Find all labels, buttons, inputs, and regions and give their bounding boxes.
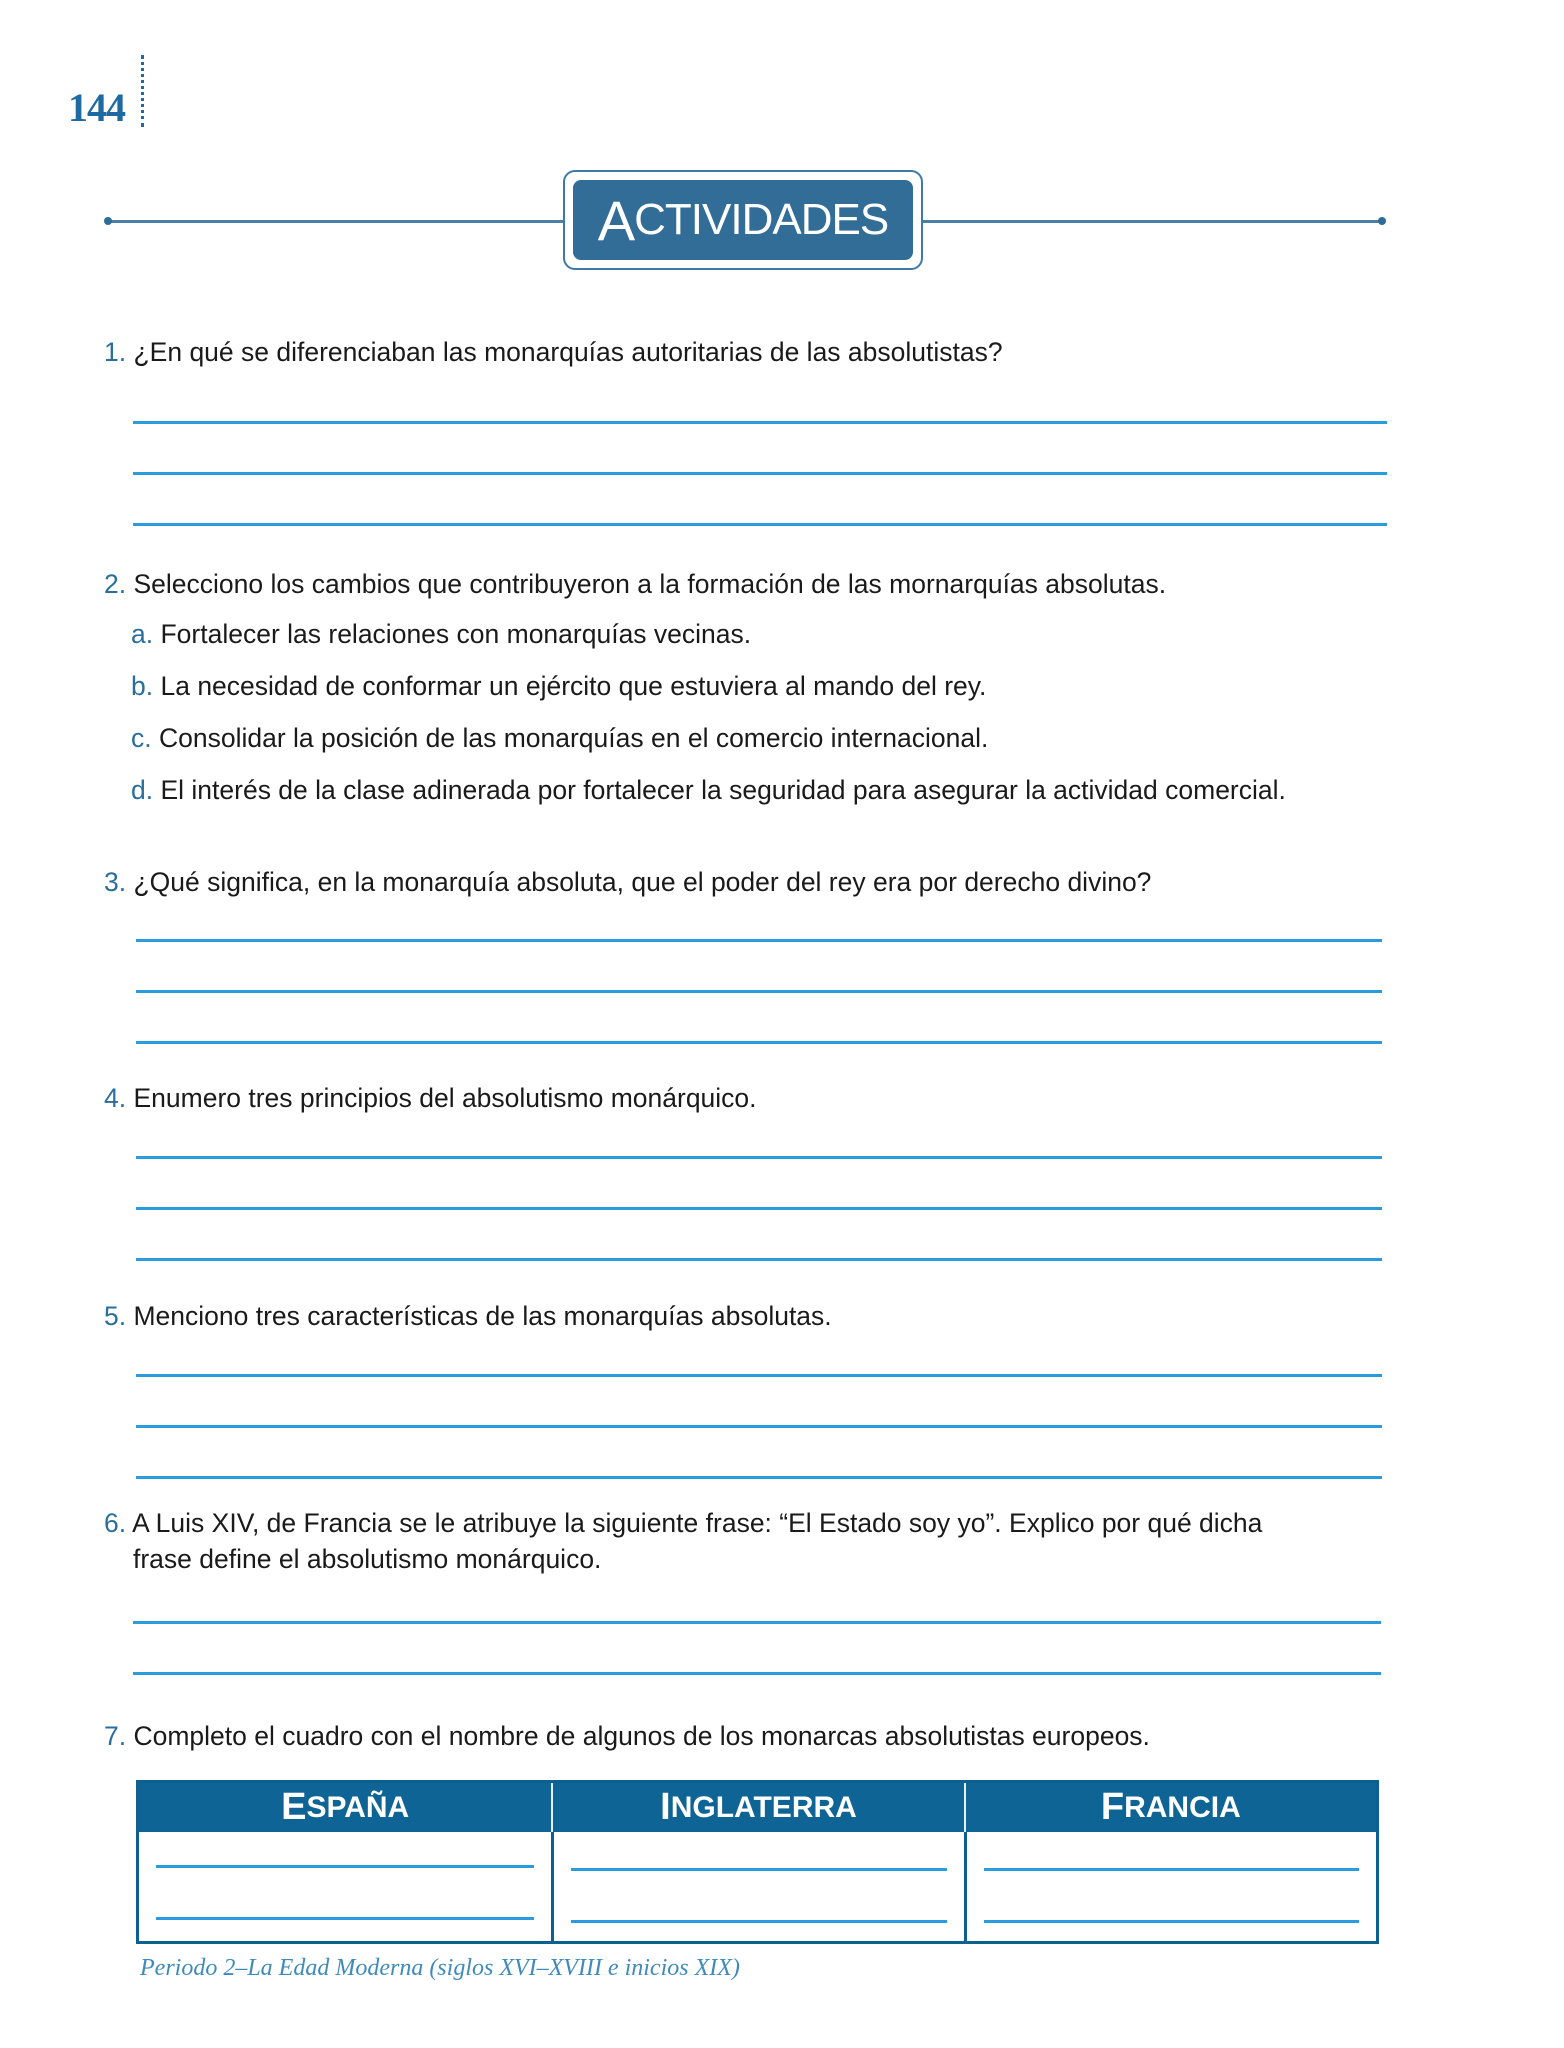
answer-line-q3-2[interactable] (136, 990, 1382, 993)
table-header-espana (139, 1783, 551, 1832)
header-rule-left-dot (104, 217, 112, 225)
answer-line-q5-1[interactable] (136, 1374, 1382, 1377)
page-number: 144 (68, 85, 125, 130)
section-title-initial: A (597, 188, 635, 252)
section-title-rest: CTIVIDADES (634, 195, 889, 244)
answer-line-q3-1[interactable] (136, 939, 1382, 942)
question-text: ¿Qué significa, en la monarquía absoluta, que el poder del rey era por derecho divino? (133, 867, 1152, 897)
question-number: 2. (104, 569, 127, 599)
answer-line-q5-3[interactable] (136, 1476, 1382, 1479)
answer-line-espana-2[interactable] (156, 1917, 534, 1920)
answer-line-q4-1[interactable] (136, 1156, 1382, 1159)
question-4 (104, 1080, 757, 1116)
table-cell-francia (964, 1832, 1376, 1941)
question-text: Completo el cuadro con el nombre de algunos de los monarcas absolutistas europeos. (133, 1721, 1150, 1751)
option-text: La necesidad de conformar un ejército que estuviera al mando del rey. (160, 671, 987, 701)
question-number: 6. (104, 1508, 127, 1538)
answer-line-inglaterra-1[interactable] (571, 1868, 946, 1871)
answer-line-francia-1[interactable] (984, 1868, 1359, 1871)
question-number: 4. (104, 1083, 127, 1113)
question-number: 7. (104, 1721, 127, 1751)
question-text: Selecciono los cambios que contribuyeron a la formación de las mornarquías absolutas. (133, 569, 1167, 599)
answer-line-q4-2[interactable] (136, 1207, 1382, 1210)
question-text: Menciono tres características de las monarquías absolutas. (133, 1301, 832, 1331)
question-text-line-2: frase define el absolutismo monárquico. (133, 1544, 602, 1574)
option-text: Fortalecer las relaciones con monarquías vecinas. (160, 619, 752, 649)
table-header-inglaterra (551, 1783, 963, 1832)
page-footer: Periodo 2–La Edad Moderna (siglos XVI–XVIII e inicios XIX) (140, 1955, 740, 1981)
answer-line-inglaterra-2[interactable] (571, 1920, 946, 1923)
answer-line-espana-1[interactable] (156, 1865, 534, 1868)
header-initial: F (1100, 1786, 1125, 1828)
page-number-dotted-divider (141, 55, 144, 127)
answer-line-q4-3[interactable] (136, 1258, 1382, 1261)
header-rest: SPAÑA (306, 1790, 410, 1824)
header-rule-right-dot (1378, 217, 1386, 225)
option-text: El interés de la clase adinerada por fortalecer la seguridad para asegurar la actividad comercial. (160, 775, 1286, 805)
option-b[interactable] (131, 668, 986, 704)
question-5 (104, 1298, 832, 1334)
answer-line-q1-2[interactable] (133, 472, 1387, 475)
option-letter: c. (131, 723, 152, 753)
header-initial: I (660, 1786, 671, 1828)
question-number: 3. (104, 867, 127, 897)
monarchs-table (136, 1780, 1379, 1944)
answer-line-q6-2[interactable] (133, 1672, 1381, 1675)
header-rest: NGLATERRA (670, 1790, 857, 1824)
question-text: Enumero tres principios del absolutismo monárquico. (133, 1083, 757, 1113)
answer-line-q1-1[interactable] (133, 421, 1387, 424)
question-7 (104, 1718, 1150, 1754)
question-number: 1. (104, 337, 127, 367)
option-letter: b. (131, 671, 154, 701)
question-text-line-1: A Luis XIV, de Francia se le atribuye la siguiente frase: “El Estado soy yo”. Explico por qué dicha (132, 1508, 1263, 1538)
answer-line-q5-2[interactable] (136, 1425, 1382, 1428)
question-6 (104, 1505, 1384, 1541)
section-title (573, 180, 913, 260)
header-rest: RANCIA (1124, 1790, 1241, 1824)
option-c[interactable] (131, 720, 988, 756)
answer-line-francia-2[interactable] (984, 1920, 1359, 1923)
option-letter: a. (131, 619, 154, 649)
answer-line-q6-1[interactable] (133, 1621, 1381, 1624)
question-number: 5. (104, 1301, 127, 1331)
question-3 (104, 864, 1151, 900)
option-letter: d. (131, 775, 154, 805)
header-initial: E (281, 1786, 307, 1828)
question-1 (104, 334, 1003, 370)
table-header-francia (964, 1783, 1376, 1832)
option-a[interactable] (131, 616, 751, 652)
answer-line-q1-3[interactable] (133, 523, 1387, 526)
question-2 (104, 566, 1166, 602)
table-cell-espana (139, 1832, 551, 1941)
option-d[interactable] (131, 772, 1286, 808)
question-6-continued (133, 1541, 601, 1577)
answer-line-q3-3[interactable] (136, 1041, 1382, 1044)
question-text: ¿En qué se diferenciaban las monarquías autoritarias de las absolutistas? (133, 337, 1003, 367)
option-text: Consolidar la posición de las monarquías en el comercio internacional. (159, 723, 989, 753)
table-cell-inglaterra (551, 1832, 963, 1941)
